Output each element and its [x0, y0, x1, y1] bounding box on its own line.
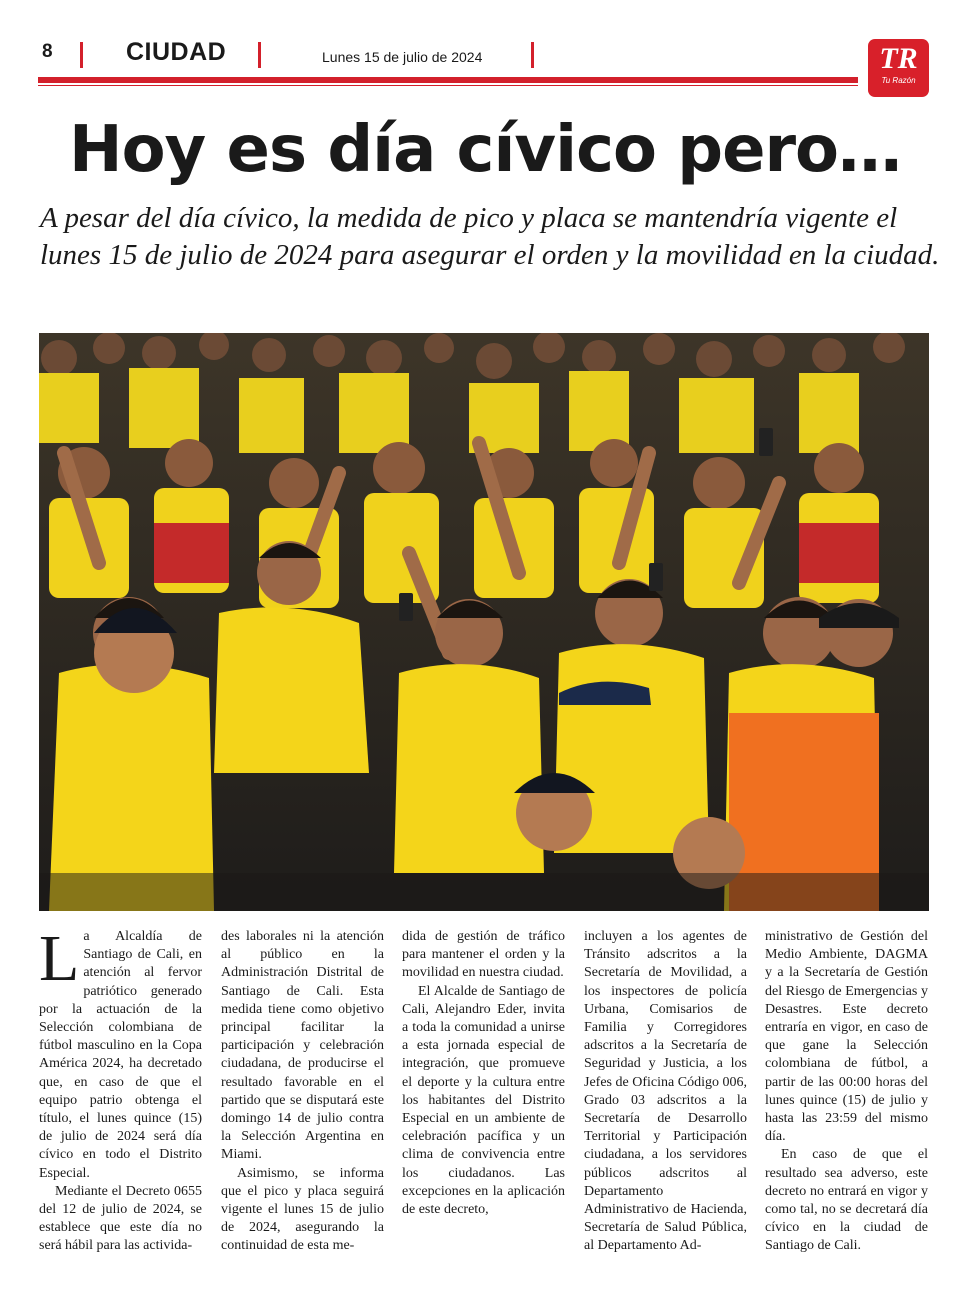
article-paragraph: Asimismo, se informa que el pico y placa seguirá vigente el lunes 15 de julio de 2024, asegurando la continuidad de esta me- — [221, 1165, 384, 1254]
section-label: CIUDAD — [126, 38, 227, 66]
article-paragraph — [39, 922, 202, 1183]
article-paragraph: ministrativo de Gestión del Medio Ambiente, DAGMA y a la Secretaría de Gestión del Riesgo de Emergencias y Desastres. Este decreto entraría en vigor, en caso de que gane la Selección colombiana de fútbol, a partir de las 00:00 horas del lunes quince (15) de julio y hasta las 23:59 del mismo día. — [765, 929, 928, 1145]
article-paragraph: El Alcalde de Santiago de Cali, Alejandro Eder, invita a toda la comunidad a unirse a esta jornada especial de integración, que promueve el deporte y la cultura entre los habitantes del Distrito Especial en un ambiente de celebración pacífica y un clima de convivencia entre los ciudadanos. Las excepciones en la aplicación de este decreto, — [402, 983, 565, 1218]
page-number: 8 — [42, 41, 53, 62]
issue-date: Lunes 15 de julio de 2024 — [322, 49, 483, 65]
article-column-1 — [39, 922, 202, 1254]
logo-mark: TR — [879, 42, 918, 75]
drop-cap: L — [39, 922, 80, 995]
article-paragraph: En caso de que el resultado sea adverso, este decreto no entrará en vigor y como tal, no se decretará día cívico en la ciudad de Santiago de Cali. — [765, 1147, 928, 1254]
article-headline: Hoy es día cívico pero… — [69, 113, 901, 187]
article-deck: A pesar del día cívico, la medida de pico y placa se mantendría vigente el lunes 15 de julio de 2024 para asegurar el orden y la movilidad en la ciudad. — [40, 202, 940, 271]
header-divider — [80, 42, 83, 68]
paragraph-text: a Alcaldía de Santiago de Cali, en atención al fervor patriótico generado por la actuación de la Selección colombiana de fútbol masculino en la Copa América 2024, ha decretado que, en caso de que el equipo patrio obtenga el título, el lunes quince (15) de julio de 2024 será día cívico en todo el Distrito Especial. — [39, 929, 202, 1181]
crowd-photo-illustration — [39, 333, 929, 911]
header-divider — [531, 42, 534, 68]
article-column-2 — [221, 928, 384, 1254]
article-column-5 — [765, 928, 928, 1254]
article-body — [39, 922, 929, 1258]
header-rule — [38, 77, 858, 83]
publication-logo — [868, 39, 929, 97]
article-paragraph: dida de gestión de tráfico para mantener el orden y la movilidad en nuestra ciudad. — [402, 929, 565, 981]
article-paragraph: des laborales ni la atención al público en la Administración Distrital de Santiago de Cali. Esta medida tiene como objetivo principal facilitar la participación y celebración ciudadana, de producirse el resultado favorable en el partido que se disputará este domingo 14 de julio contra la Selección Argentina en Miami. — [221, 929, 384, 1163]
article-column-3 — [402, 928, 565, 1248]
crowd-photo — [39, 333, 929, 911]
header-rule-thin — [38, 85, 858, 86]
article-paragraph: incluyen a los agentes de Tránsito adscritos a la Secretaría de Movilidad, a los inspectores de policía Urbana, Comisarios de Familia y Corregidores adscritos a la Secretaría de Seguridad y Justicia, a los Jefes de Oficina Código 006, Grado 03 adscritos a la Secretaría de Desarrollo Territorial y Participación ciudadana, a los servidores públicos adscritos al Departamento Administrativo de Hacienda, Secretaría de Salud Pública, al Departamento Ad- — [584, 929, 747, 1254]
page-header — [0, 0, 970, 100]
article-column-4 — [584, 928, 747, 1254]
header-divider — [258, 42, 261, 68]
article-paragraph: Mediante el Decreto 0655 del 12 de julio de 2024, se establece que este día no será hábil para las activida- — [39, 1183, 202, 1254]
logo-text: Tu Razón — [881, 76, 916, 85]
